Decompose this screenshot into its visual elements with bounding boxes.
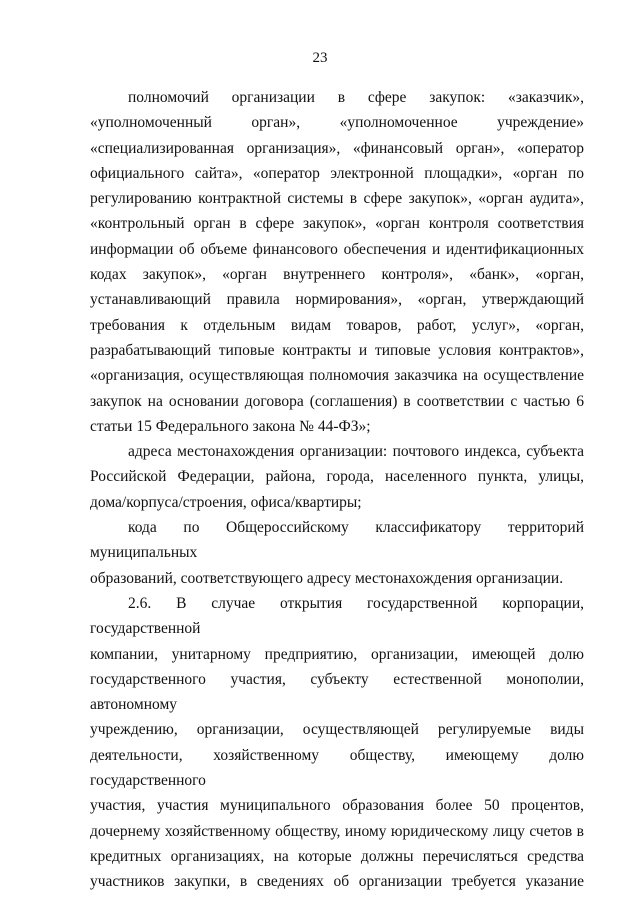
text-line: устанавливающий правила нормирования», «орган, утверждающий: [90, 291, 584, 309]
text-line: 2.6. В случае открытия государственной корпорации, государственной: [90, 594, 584, 638]
text-line: Российской Федерации, района, города, населенного пункта, улицы,: [90, 468, 584, 486]
text-line: образований, соответствующего адресу местонахождения организации.: [90, 569, 564, 587]
text-line: закупок на основании договора (соглашения) в соответствии с частью 6: [90, 392, 584, 410]
text-line: деятельности, хозяйственному обществу, имеющему долю государственного: [90, 746, 584, 790]
text-line: участия, участия муниципального образования более 50 процентов,: [90, 797, 584, 815]
document-body: [90, 85, 584, 895]
text-line: «контрольный орган в сфере закупок», «орган контроля соответствия: [90, 215, 584, 233]
text-line: дочернему хозяйственному обществу, иному юридическому лицу счетов в: [90, 822, 584, 840]
text-line: дома/корпуса/строения, офиса/квартиры;: [90, 493, 362, 511]
text-line: регулированию контрактной системы в сфере закупок», «орган аудита»,: [90, 190, 584, 208]
text-line: информации об объеме финансового обеспечения и идентификационных: [90, 240, 584, 258]
text-line: разрабатывающий типовые контракты и типовые условия контрактов»,: [90, 341, 584, 359]
text-line: «уполномоченный орган», «уполномоченное учреждение»: [90, 114, 584, 132]
page-number: 23: [312, 50, 328, 66]
text-line: адреса местонахождения организации: почтового индекса, субъекта: [128, 443, 584, 461]
text-line: компании, унитарному предприятию, организации, имеющей долю: [90, 645, 584, 663]
text-line: полномочий организации в сфере закупок: «заказчик»,: [128, 89, 584, 106]
text-line: государственного участия, субъекту естественной монополии, автономному: [90, 670, 584, 714]
text-line: официального сайта», «оператор электронной площадки», «орган по: [90, 164, 584, 182]
text-line: кредитных организациях, на которые должны перечисляться средства: [90, 847, 584, 865]
text-line: «организация, осуществляющая полномочия заказчика на осуществление: [90, 367, 584, 385]
text-line: участников закупки, в сведениях об организации требуется указание: [90, 873, 584, 891]
text-line: требования к отдельным видам товаров, работ, услуг», «орган,: [90, 316, 584, 334]
text-line: кода по Общероссийскому классификатору территорий муниципальных: [90, 519, 584, 562]
text-line: «специализированная организация», «финансовый орган», «оператор: [90, 139, 584, 157]
text-line: статьи 15 Федерального закона № 44-ФЗ»;: [90, 417, 371, 435]
text-line: учреждению, организации, осуществляющей регулируемые виды: [90, 721, 584, 739]
text-line: кодах закупок», «орган внутреннего контроля», «банк», «орган,: [90, 266, 584, 284]
